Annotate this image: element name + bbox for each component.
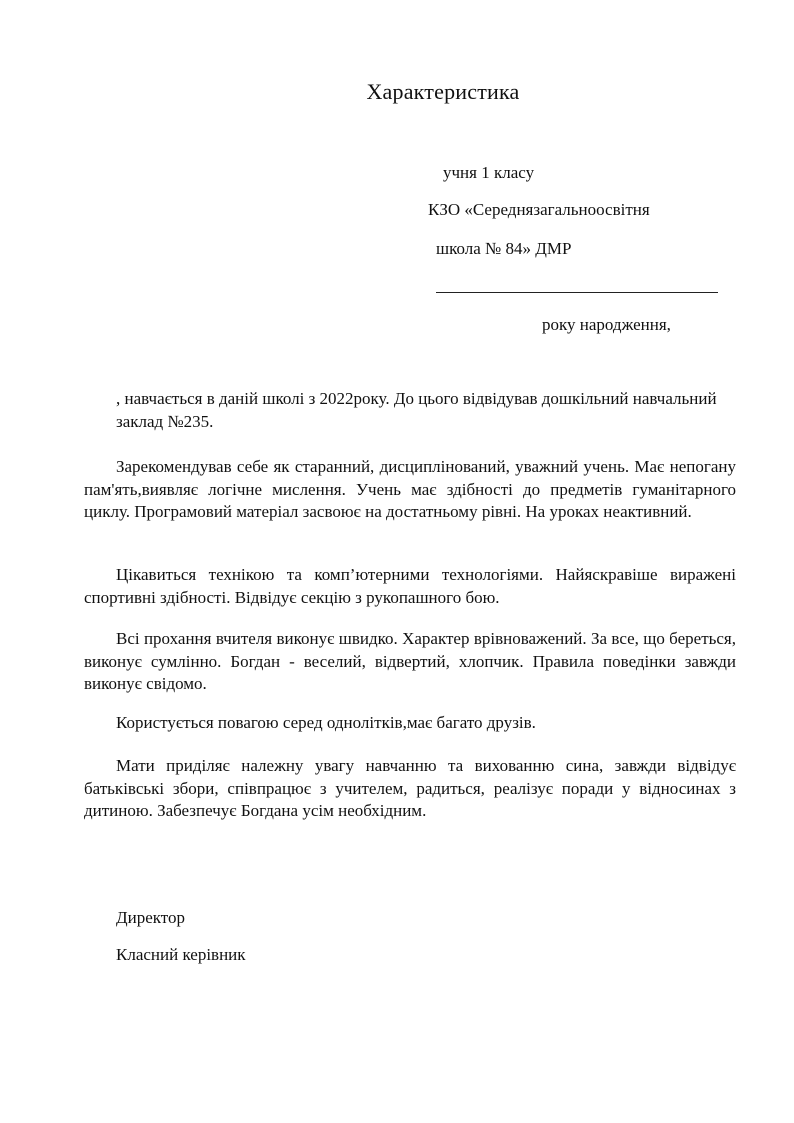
paragraph-peers: Користується повагою серед однолітків,має багато друзів.: [116, 713, 536, 732]
document-title: [0, 79, 794, 105]
signature-director: Директор: [116, 908, 185, 927]
paragraph-enrollment: , навчається в даній школі з 2022року. До цього відвідував дошкільний навчальний заклад №235.: [116, 389, 717, 431]
paragraph-characteristics-block: [84, 456, 736, 524]
document-title-text: Характеристика: [366, 79, 520, 104]
paragraph-characteristics: Зарекомендував себе як старанний, дисциплінований, уважний учень. Має непогану пам'ять,виявляє логічне мислення. Учень має здібності до предметів гуманітарного циклу. Програмовий матеріал засвоює на достатньому рівні. На уроках неактивний.: [84, 457, 736, 521]
signature-class-teacher: Класний керівник: [116, 945, 246, 964]
paragraph-interests-block: [84, 564, 736, 609]
paragraph-interests: Цікавиться технікою та комп’ютерними технологіями. Найяскравіше виражені спортивні здібності. Відвідує секцію з рукопашного бою.: [84, 565, 736, 607]
birth-year-line: року народження,: [542, 315, 671, 334]
paragraph-family: Мати приділяє належну увагу навчанню та вихованню сина, завжди відвідує батьківські збори, співпрацює з учителем, радиться, реалізує поради у відносинах з дитиною. Забезпечує Богдана усім необхідним.: [84, 756, 736, 820]
paragraph-behavior: Всі прохання вчителя виконує швидко. Характер врівноважений. За все, що береться, виконує сумлінно. Богдан - веселий, відвертий, хлопчик. Правила поведінки завжди виконує свідомо.: [84, 629, 736, 693]
student-class-line: учня 1 класу: [443, 163, 535, 182]
paragraph-behavior-block: [84, 628, 736, 696]
paragraph-family-block: [84, 755, 736, 823]
school-name-line-1: КЗО «Середнязагальноосвітня: [428, 200, 650, 219]
student-name-blank-line: [436, 292, 718, 293]
paragraph-peers-block: [84, 712, 736, 735]
school-name-line-2: школа № 84» ДМР: [436, 239, 572, 258]
